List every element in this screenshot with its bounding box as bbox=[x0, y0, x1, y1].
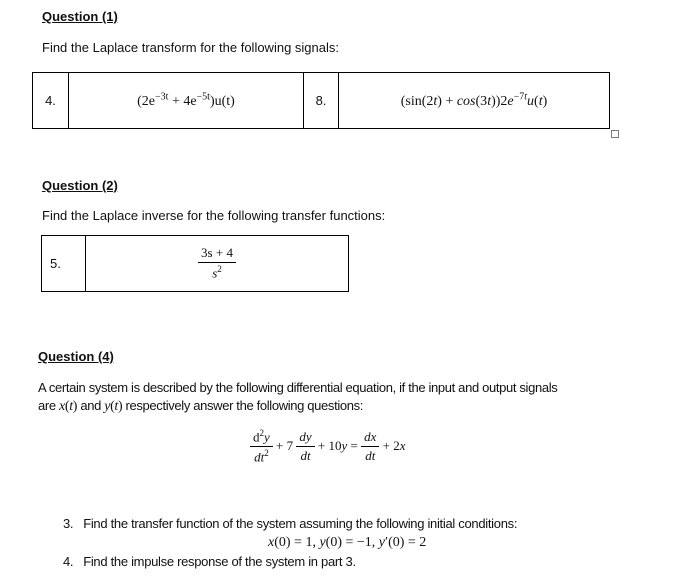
part-4 bbox=[63, 554, 356, 569]
item-5-numerator: 3s + 4 bbox=[201, 245, 233, 261]
item-4-number: 4. bbox=[45, 93, 56, 108]
item-8-expression: $(\sin(2t) + \cos(3t))2e^{-7t}u(t)$ bbox=[400, 91, 548, 109]
item-8-number-cell bbox=[304, 73, 339, 129]
item-5-denominator: $s^2$ bbox=[198, 262, 236, 281]
question-1-heading: Question (1) bbox=[42, 9, 118, 24]
initial-conditions: x(0) = 1, y(0) = −1, y′(0) = 2 bbox=[268, 535, 427, 550]
table-resize-handle[interactable] bbox=[611, 130, 619, 138]
item-5-number: 5. bbox=[50, 256, 61, 271]
question-2-heading: Question (2) bbox=[42, 178, 118, 193]
question-4-prompt-line-1: A certain system is described by the following differential equation, if the input and output signals bbox=[38, 380, 558, 395]
question-1-table bbox=[32, 72, 610, 129]
question-2-table bbox=[41, 235, 349, 292]
question-1-prompt: Find the Laplace transform for the following signals: bbox=[42, 40, 339, 55]
question-4-prompt-line-2: are x(t) and y(t) respectively answer the following questions: bbox=[38, 398, 364, 414]
item-4-expression: $(2e^{-3t} + 4e^{-5t})u(t)$ bbox=[137, 91, 235, 109]
part-3-number: 3. bbox=[63, 516, 74, 531]
item-4-number-cell bbox=[33, 73, 69, 129]
item-4-expression-cell bbox=[69, 73, 304, 129]
item-8-number: 8. bbox=[315, 93, 327, 108]
differential-equation: $\frac{d^2y}{dt^2}$ + 7 $\frac{dy}{dt}$ + 10y = $\frac{dx}{dt}$ + 2x bbox=[250, 428, 406, 466]
item-5-fraction bbox=[198, 245, 236, 281]
item-8-expression-cell bbox=[339, 73, 610, 129]
item-5-expression-cell bbox=[86, 236, 349, 292]
part-3-text: Find the transfer function of the system assuming the following initial conditions: bbox=[83, 516, 518, 531]
question-4-heading: Question (4) bbox=[38, 349, 114, 364]
part-4-number: 4. bbox=[63, 554, 74, 569]
item-5-number-cell bbox=[42, 236, 86, 292]
question-2-prompt: Find the Laplace inverse for the following transfer functions: bbox=[42, 208, 386, 223]
part-4-text: Find the impulse response of the system in part 3. bbox=[83, 554, 356, 569]
part-3 bbox=[63, 516, 517, 531]
